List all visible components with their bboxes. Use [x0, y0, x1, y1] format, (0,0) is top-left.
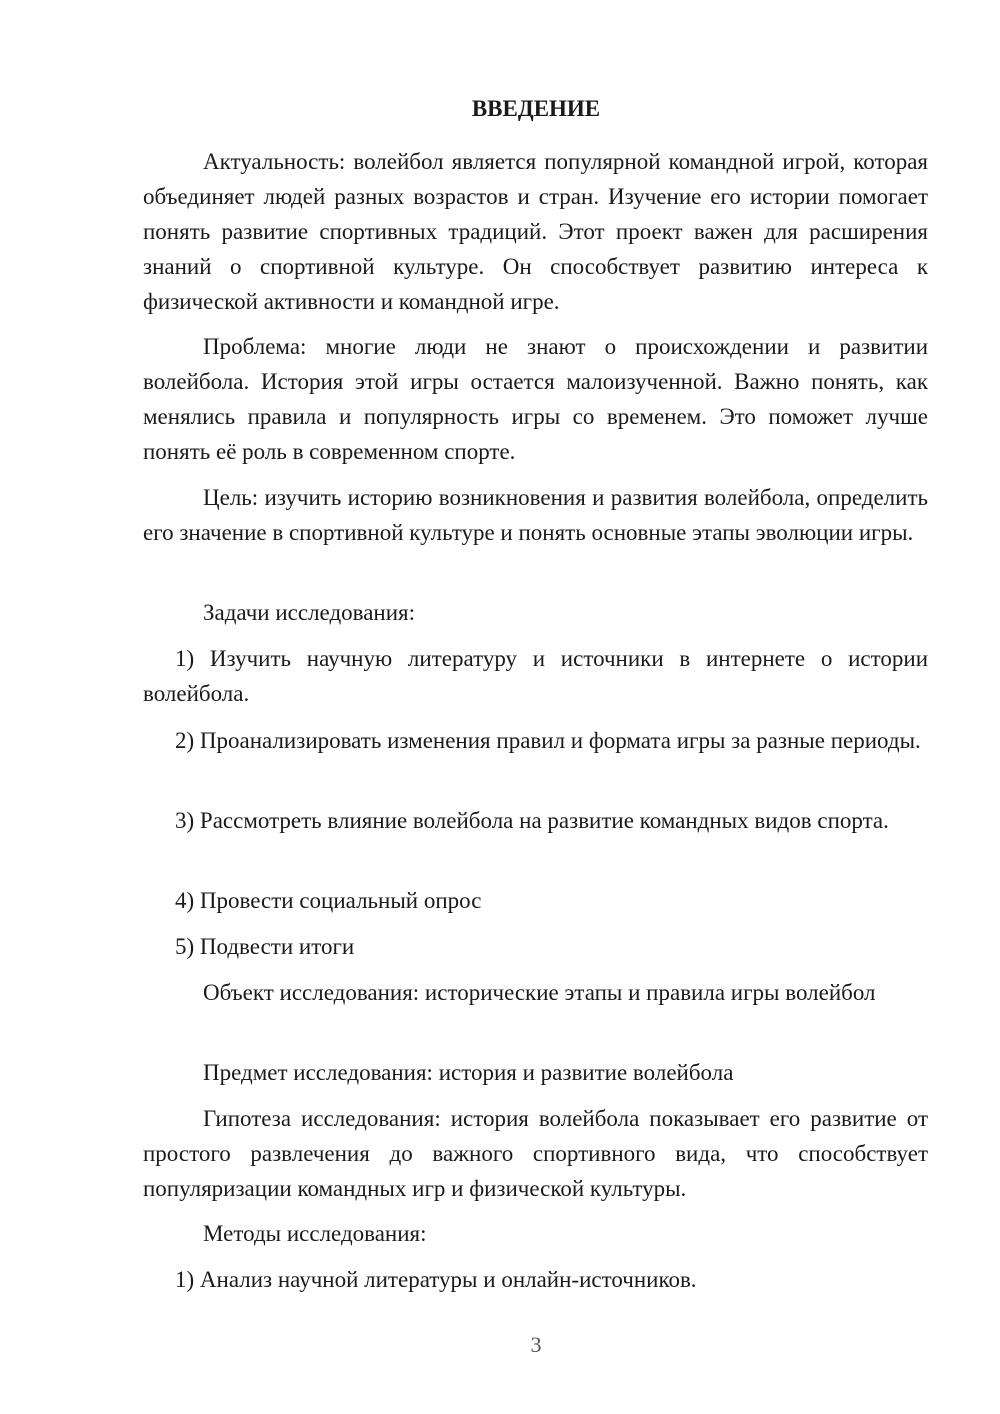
object-paragraph: Объект исследования: исторические этапы и правила игры волейбол [203, 980, 876, 1005]
section-title: ВВЕДЕНИЕ [471, 96, 601, 121]
goal-paragraph: Цель: изучить историю возникновения и развития волейбола, определить его значение в спортивной культуре и понять основные этапы эволюции игры. [143, 485, 928, 545]
task-item-2: 2) Проанализировать изменения правил и формата игры за разные периоды. [175, 728, 921, 753]
task-item-5: 5) Подвести итоги [175, 934, 355, 959]
methods-heading: Методы исследования: [203, 1221, 427, 1246]
method-item-1: 1) Анализ научной литературы и онлайн-источников. [175, 1267, 697, 1292]
task-item-4: 4) Провести социальный опрос [175, 888, 482, 913]
task-item-1: 1) Изучить научную литературу и источники в интернете о истории волейбола. [143, 646, 928, 706]
tasks-heading: Задачи исследования: [203, 600, 416, 625]
hypothesis-paragraph: Гипотеза исследования: история волейбола показывает его развитие от простого развлечения до важного спортивного вида, что способствует популяризации командных игр и физической культуры. [143, 1106, 928, 1201]
relevance-paragraph: Актуальность: волейбол является популярной командной игрой, которая объединяет людей разных возрастов и стран. Изучение его истории помогает понять развитие спортивных традиций. Этот проект важен для расширения знаний о спортивной культуре. Он способствует развитию интереса к физической активности и командной игре. [143, 149, 928, 314]
problem-paragraph: Проблема: многие люди не знают о происхождении и развитии волейбола. История этой игры остается малоизученной. Важно понять, как менялись правила и популярность игры со временем. Это поможет лучше понять её роль в современном спорте. [143, 334, 928, 464]
page-number: 3 [530, 1332, 542, 1357]
task-item-3: 3) Рассмотреть влияние волейбола на развитие командных видов спорта. [175, 808, 889, 833]
subject-paragraph: Предмет исследования: история и развитие волейбола [203, 1060, 734, 1085]
